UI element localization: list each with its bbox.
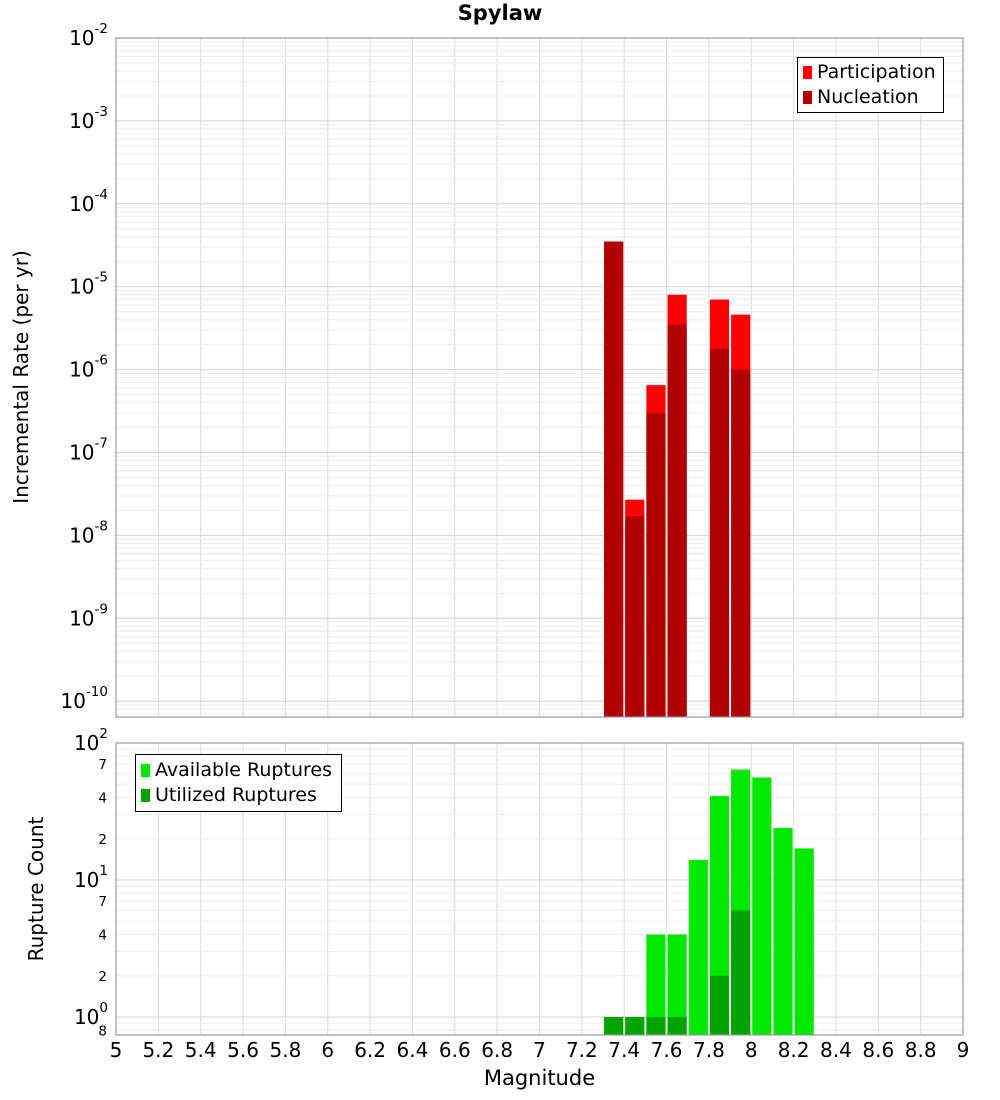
x-tick-label: 9 [956,1038,970,1062]
x-tick-label: 8.8 [904,1038,937,1062]
available-swatch-icon [141,764,150,777]
y-tick-label: $10^{-8}$ [69,518,108,548]
y-minor-tick-label: 4 [98,927,107,944]
x-tick-label: 8.2 [777,1038,810,1062]
x-tick-label: 7.8 [692,1038,725,1062]
available-bar [773,828,792,1035]
available-bar [689,860,708,1035]
legend-item-utilized [141,786,336,805]
utilized-bar [710,976,729,1035]
x-tick-label: 5.8 [269,1038,302,1062]
x-tick-label: 5.2 [142,1038,175,1062]
y-tick-label: $10^{-7}$ [69,435,108,465]
rupture-legend [135,754,342,812]
y-minor-tick-label: 7 [98,894,107,911]
y-minor-tick-label: 8 [98,1023,107,1040]
y-tick-label: $10^1$ [73,863,108,892]
participation-swatch-icon [803,66,812,79]
legend-item-nucleation [803,85,938,108]
nucleation-bar [646,413,665,717]
x-tick-label: 7.6 [650,1038,683,1062]
x-tick-label: 6.6 [438,1038,471,1062]
x-axis-label: Magnitude [483,1066,596,1090]
legend-label: Utilized Ruptures [155,784,317,806]
page-title: Spylaw [457,1,543,25]
x-tick-label: 6.8 [481,1038,514,1062]
utilized-bar [668,1017,687,1035]
x-tick-label: 6.4 [396,1038,429,1062]
x-tick-label: 7.2 [565,1038,598,1062]
y-tick-label: $10^{-5}$ [69,269,108,299]
x-tick-label: 5.4 [184,1038,217,1062]
y-tick-label: $10^{-9}$ [69,601,108,631]
available-bar [795,848,814,1035]
y-minor-tick-label: 7 [98,757,107,774]
utilized-bar [604,1017,623,1035]
x-tick-label: 7.4 [608,1038,641,1062]
y-tick-label: $10^{-4}$ [69,186,108,216]
x-tick-label: 6 [321,1038,335,1062]
legend-item-participation [803,63,938,82]
x-tick-label: 8.4 [820,1038,852,1062]
x-tick-label: 5.6 [227,1038,259,1062]
x-tick-label: 6.2 [354,1038,387,1062]
rate-legend [797,57,944,113]
bottom-y-axis-label: Rupture Count [24,816,48,962]
top-y-axis-label: Incremental Rate (per yr) [9,250,33,504]
y-minor-tick-label: 2 [98,968,107,985]
utilized-bar [646,1017,665,1035]
nucleation-bar [604,242,623,717]
nucleation-swatch-icon [803,91,812,104]
top-panel [60,21,963,717]
y-tick-label: $10^{-6}$ [69,352,108,382]
x-tick-label: 8 [744,1038,758,1062]
legend-label: Available Ruptures [155,759,332,781]
legend-label: Participation [817,61,936,84]
available-bar [752,777,771,1035]
utilized-swatch-icon [141,789,150,802]
y-tick-label: $10^0$ [73,1000,108,1029]
nucleation-bar [668,324,687,717]
y-tick-label: $10^{-10}$ [60,684,108,714]
legend-item-available [141,761,336,780]
nucleation-bar [710,348,729,717]
y-minor-tick-label: 4 [98,790,107,807]
y-minor-tick-label: 2 [98,831,107,848]
utilized-bar [731,910,750,1035]
y-tick-label: $10^2$ [73,726,108,755]
legend-label: Nucleation [817,85,919,108]
nucleation-bar [625,516,644,717]
utilized-bar [625,1017,644,1035]
x-tick-label: 7 [533,1038,546,1062]
x-tick-label: 8.6 [862,1038,895,1062]
x-tick-label: 5 [109,1038,123,1062]
y-tick-label: $10^{-3}$ [69,103,108,133]
y-tick-label: $10^{-2}$ [69,21,108,50]
nucleation-bar [731,370,750,717]
x-tick-labels [110,1038,970,1062]
